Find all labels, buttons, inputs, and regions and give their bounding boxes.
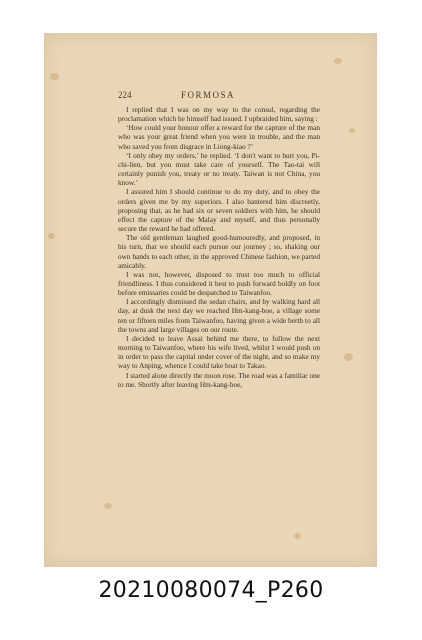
body-text xyxy=(118,105,320,389)
foxing-spot xyxy=(334,58,342,64)
foxing-spot xyxy=(294,533,301,539)
foxing-spot xyxy=(50,73,59,80)
image-caption: 20210080074_P260 xyxy=(98,578,324,603)
page-number: 224 xyxy=(118,90,132,100)
paragraph: I accordingly dismissed the sedan chairs, and by walking hard all day, at dusk the next day we reached Hm-kang-boe, a village some ten or fifteen miles from Taiwanfoo, having given a wide berth to all the towns and large villages on our route. xyxy=(118,297,320,334)
foxing-spot xyxy=(344,353,353,361)
paragraph: I assured him I should continue to do my duty, and to obey the orders given me by my superiors. I also bantered him discreetly, proposing that, as he had six or seven soldiers with him, he should effect the capture of the Malay and myself, and thus personally secure the reward he had offered. xyxy=(118,187,320,234)
foxing-spot xyxy=(104,503,112,509)
paragraph: The old gentleman laughed good-humouredly, and proposed, in his turn, that we should each pursue our journey ; so, shaking our own hands to each other, in the approved Chinese fashion, we parted amicably. xyxy=(118,233,320,270)
foxing-spot xyxy=(48,233,55,239)
paragraph: I started alone directly the moon rose. The road was a familiar one to me. Shortly after leaving Hm-kang-boe, xyxy=(118,370,320,389)
foxing-spot xyxy=(349,128,355,133)
paragraph: I decided to leave Assai behind me there, to follow the next morning to Taiwanfoo, where his wife lived, whilst I would push on in order to pass the capital under cover of the night, and so make my way to Anping, whence I could take boat to Takao. xyxy=(118,333,320,371)
paragraph: ‘How could your honour offer a reward for the capture of the man who was your great friend when you were in trouble, and the man who saved you from disgrace in Liong-kiao ?’ xyxy=(118,123,320,151)
paragraph: ‘I only obey my orders,’ he replied. ‘I don't want to hurt you, Pi-chi-lien, but you must take care of yourself. The Tao-tai will certainly punish you, treaty or no treaty. Taiwan is not China, you know.’ xyxy=(118,150,320,188)
paragraph: I was not, however, disposed to trust too much to official friendliness. I thus considered it best to push forward boldly on foot before emissaries could be despatched to Taiwanfoo. xyxy=(118,269,320,298)
running-head: FORMOSA xyxy=(181,90,236,100)
paragraph: I replied that I was on my way to the consul, regarding the proclamation which he himself had issued. I upbraided him, saying : xyxy=(118,105,320,124)
